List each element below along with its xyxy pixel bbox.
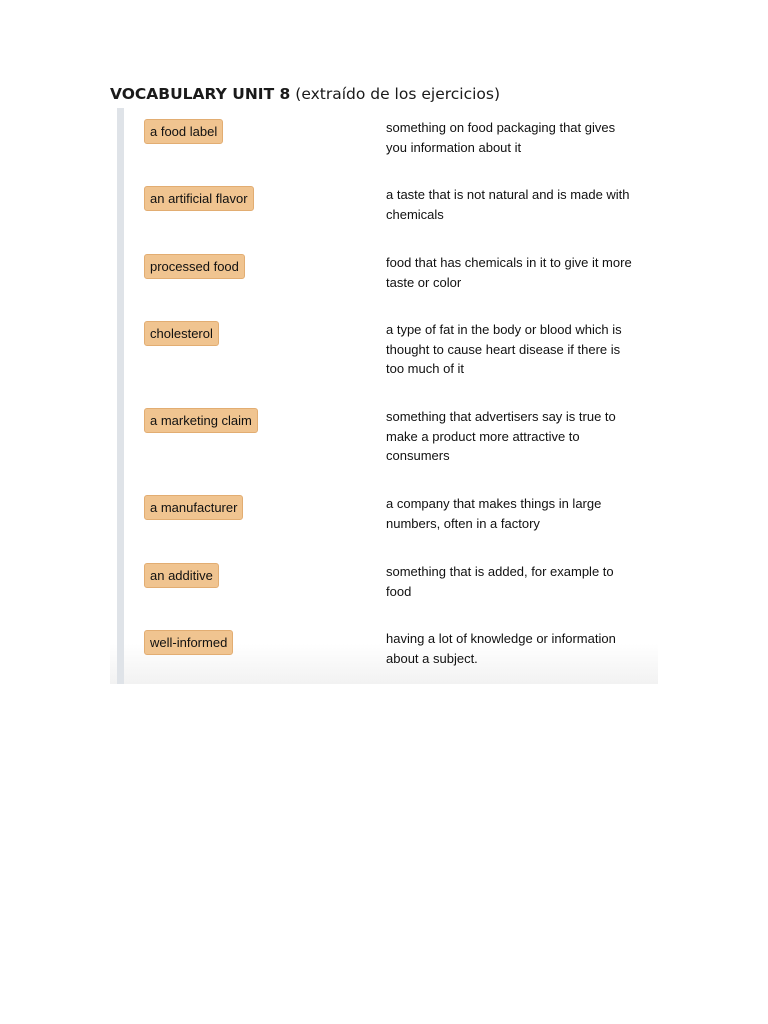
page-title [110,85,500,103]
title-subtitle: (extraído de los ejercicios) [290,85,501,103]
term-definition: food that has chemicals in it to give it more taste or color [386,255,632,290]
vocabulary-item [110,629,658,693]
vocabulary-item [110,320,658,384]
vocabulary-item [110,407,658,471]
vocabulary-item [110,118,658,182]
term-definition: something that is added, for example to food [386,564,614,599]
vocabulary-list [110,108,658,684]
term-chip: an additive [144,563,219,588]
term-definition: a taste that is not natural and is made with chemicals [386,187,630,222]
term-chip: a food label [144,119,223,144]
term-chip: processed food [144,254,245,279]
vocabulary-item [110,253,658,317]
term-definition: something that advertisers say is true to make a product more attractive to consumers [386,409,616,464]
term-definition: a type of fat in the body or blood which is thought to cause heart disease if there is too much of it [386,322,622,377]
term-definition: a company that makes things in large numbers, often in a factory [386,496,602,531]
term-chip: well-informed [144,630,233,655]
title-bold: VOCABULARY UNIT 8 [110,85,291,103]
term-chip: an artificial flavor [144,186,254,211]
term-chip: a manufacturer [144,495,243,520]
vocabulary-item [110,562,658,626]
term-chip: cholesterol [144,321,219,346]
term-definition: having a lot of knowledge or information about a subject. [386,631,616,666]
vocabulary-item [110,185,658,249]
vocabulary-item [110,494,658,558]
vocabulary-panel [110,108,658,684]
term-definition: something on food packaging that gives you information about it [386,120,616,155]
term-chip: a marketing claim [144,408,258,433]
